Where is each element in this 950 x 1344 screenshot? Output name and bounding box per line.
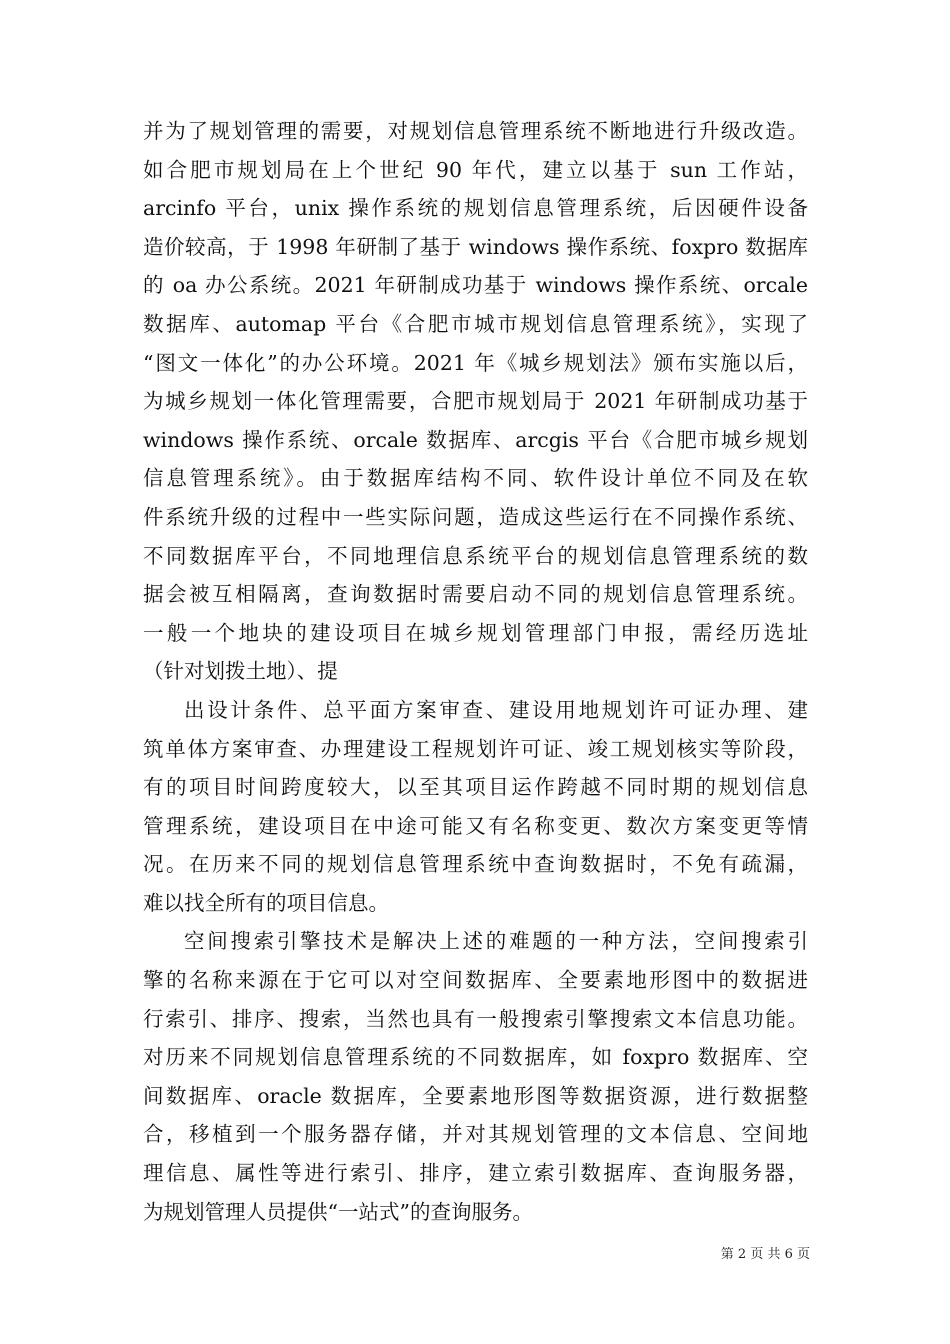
page-number: 第 2 页 共 6 页 <box>720 1247 810 1262</box>
text-line: 件系统升级的过程中一些实际问题，造成这些运行在不同操作系统、 <box>143 504 808 529</box>
text-line: 的 oa 办公系统。2021 年研制成功基于 windows 操作系统、orcale <box>143 273 808 298</box>
text-line: 并为了规划管理的需要，对规划信息管理系统不断地进行升级改造。 <box>143 119 808 143</box>
text-line: 管理系统，建设项目在中途可能又有名称变更、数次方案变更等情 <box>143 813 808 838</box>
text-line: 为城乡规划一体化管理需要，合肥市规划局于 2021 年研制成功基于 <box>143 389 808 414</box>
text-line: （针对划拨土地）、提 <box>143 659 338 684</box>
text-line: “图文一体化”的办公环境。2021 年《城乡规划法》颁布实施以后， <box>143 350 808 375</box>
text-line: 难以找全所有的项目信息。 <box>143 890 389 915</box>
text-line: 擎的名称来源在于它可以对空间数据库、全要素地形图中的数据进 <box>143 968 808 993</box>
text-line: 况。在历来不同的规划信息管理系统中查询数据时，不免有疏漏， <box>143 852 808 877</box>
text-line: 对历来不同规划信息管理系统的不同数据库，如 foxpro 数据库、空 <box>143 1045 808 1070</box>
text-line: 信息管理系统》。由于数据库结构不同、软件设计单位不同及在软 <box>143 466 808 491</box>
text-line: 数据库、automap 平台《合肥市城市规划信息管理系统》，实现了 <box>143 311 808 336</box>
paragraph-1 <box>143 112 808 691</box>
text-line: 理信息、属性等进行索引、排序，建立索引数据库、查询服务器， <box>143 1161 808 1186</box>
text-line: 为规划管理人员提供“一站式”的查询服务。 <box>143 1199 533 1224</box>
text-line: 合，移植到一个服务器存储，并对其规划管理的文本信息、空间地 <box>143 1122 808 1147</box>
text-line: 造价较高，于 1998 年研制了基于 windows 操作系统、foxpro 数据库 <box>143 234 808 259</box>
text-line: 有的项目时间跨度较大，以至其项目运作跨越不同时期的规划信息 <box>143 775 808 800</box>
text-line: 间数据库、oracle 数据库，全要素地形图等数据资源，进行数据整 <box>143 1083 808 1108</box>
text-line: 行索引、排序、搜索，当然也具有一般搜索引擎搜索文本信息功能。 <box>143 1006 808 1031</box>
text-line: 筑单体方案审查、办理建设工程规划许可证、竣工规划核实等阶段， <box>143 736 808 761</box>
paragraph-3 <box>143 922 808 1231</box>
text-line: 不同数据库平台，不同地理信息系统平台的规划信息管理系统的数 <box>143 543 808 568</box>
text-line: 出设计条件、总平面方案审查、建设用地规划许可证办理、建 <box>184 697 808 722</box>
text-line: windows 操作系统、orcale 数据库、arcgis 平台《合肥市城乡规划 <box>143 427 808 452</box>
text-line: 一般一个地块的建设项目在城乡规划管理部门申报，需经历选址 <box>143 620 808 645</box>
text-line: 据会被互相隔离，查询数据时需要启动不同的规划信息管理系统。 <box>143 582 808 607</box>
text-line: 空间搜索引擎技术是解决上述的难题的一种方法，空间搜索引 <box>184 929 808 954</box>
document-body <box>143 112 808 1231</box>
text-line: arcinfo 平台，unix 操作系统的规划信息管理系统，后因硬件设备 <box>143 196 808 221</box>
paragraph-2 <box>143 691 808 923</box>
text-line: 如合肥市规划局在上个世纪 90 年代，建立以基于 sun 工作站， <box>143 157 808 182</box>
